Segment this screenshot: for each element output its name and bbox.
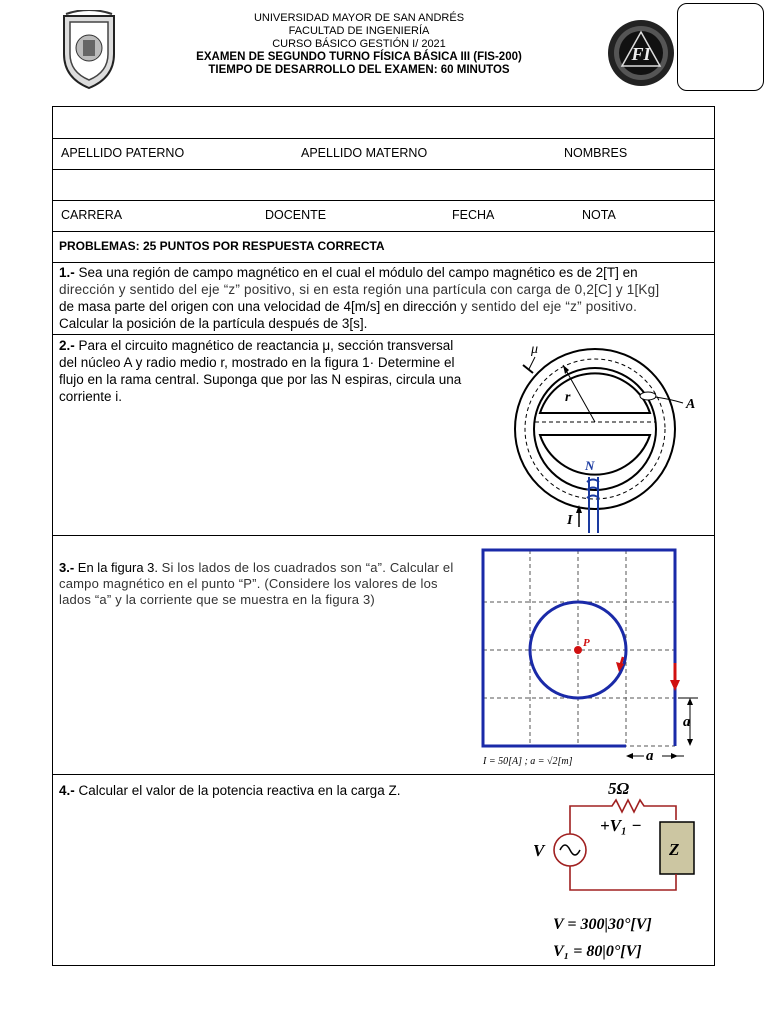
divider [52,774,715,775]
divider [52,334,715,335]
fig4-equation-v1: V₁ = 80|0°[V] [553,943,642,960]
figure-1-magnetic-circuit [505,337,710,533]
divider [52,138,715,139]
faculty-logo [606,18,676,88]
problem-3-line: En la figura 3. [77,560,159,575]
docente-label: DOCENTE [265,208,327,222]
problem-1-line: Calcular la posición de la partícula después de 3[s]. [59,316,368,331]
nombres-label: NOMBRES [564,146,628,160]
problem-2 [59,337,509,405]
fig3-a-side-label: a [683,714,691,730]
nota-label: NOTA [582,208,616,222]
problem-4-number: 4.- [59,783,75,798]
fig1-A-label: A [686,397,696,412]
carrera-label: CARRERA [61,208,123,222]
problem-1-line: dirección y sentido del eje “z” positivo, si en esta región una partícula con carga de 0,2[C] y 1[Kg] [59,282,660,297]
problem-2-number: 2.- [59,338,75,353]
fig4-resistor-value: 5Ω [608,779,630,798]
exam-header [150,12,568,77]
fig4-source-label: V [533,841,545,860]
problem-1 [59,264,713,332]
problem-1-line: y sentido del eje “z” positivo. [460,299,638,314]
apellido-paterno-label: APELLIDO PATERNO [61,146,185,160]
fecha-label: FECHA [452,208,495,222]
problem-2-line: del núcleo A y radio medio r, mostrado en la figura 1· Determine el [59,355,455,370]
divider [52,262,715,263]
university-seal-logo [58,10,120,90]
apellido-materno-label: APELLIDO MATERNO [301,146,428,160]
figure-3-current-loop [478,545,710,773]
fig1-mu-label: μ [531,342,539,357]
problem-3-line: lados “a” y la corriente que se muestra en la figura 3) [59,592,375,607]
fig1-N-label: N [585,458,595,473]
problem-3-line: campo magnético en el punto “P”. (Considere los valores de los [59,576,438,591]
problem-3 [59,560,471,608]
figure-4-ac-circuit [520,776,712,962]
score-box [677,3,764,91]
problem-2-line: flujo en la rama central. Suponga que por las N espiras, circula una [59,372,462,387]
fig4-load-label: Z [669,840,680,859]
exam-duration: TIEMPO DE DESARROLLO DEL EXAMEN: 60 MINUTOS [208,64,510,76]
problem-4 [59,782,509,799]
fig1-r-label: r [565,390,571,405]
divider [52,200,715,201]
problem-4-line: Calcular el valor de la potencia reactiva en la carga Z. [78,783,401,798]
university-name: UNIVERSIDAD MAYOR DE SAN ANDRÉS [253,12,465,24]
problem-1-line: Sea una región de campo magnético en el cual el módulo del campo magnético es de 2[T] en [78,265,638,280]
divider [52,535,715,536]
divider [52,169,715,170]
fig4-v1-label: +V₁ − [600,816,642,835]
problem-2-line: corriente i. [59,389,123,404]
fig4-equation-v: V = 300|30°[V] [553,916,652,933]
divider [52,231,715,232]
fig3-caption: I = 50[A] ; a = √2[m] [483,756,573,767]
problem-3-line: Si los lados de los cuadrados son “a”. Calcular el [161,560,454,575]
fig3-P-label: P [583,637,590,649]
course-term: CURSO BÁSICO GESTIÓN I/ 2021 [272,38,446,50]
problems-heading: PROBLEMAS: 25 PUNTOS POR RESPUESTA CORRECTA [59,239,385,253]
fig1-I-label: I [567,513,573,528]
exam-title: EXAMEN DE SEGUNDO TURNO FÍSICA BÁSICA III (FIS-200) [196,51,522,63]
faculty-logo-text: FI [631,44,651,64]
fig3-a-bottom-label: a [646,748,654,764]
problem-1-line: de masa parte del origen con una velocidad de 4[m/s] en dirección [59,299,457,314]
problem-3-number: 3.- [59,560,75,575]
problem-1-number: 1.- [59,265,75,280]
problem-2-line: Para el circuito magnético de reactancia μ, sección transversal [78,338,454,353]
faculty-name: FACULTAD DE INGENIERÍA [288,25,430,37]
